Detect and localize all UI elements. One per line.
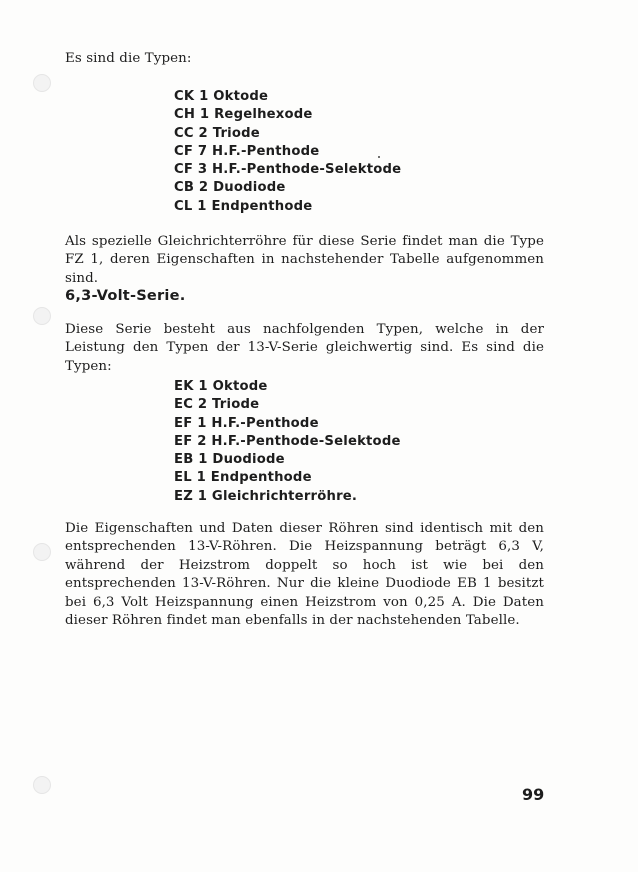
- tube-entry: CF 7 H.F.-Penthode: [174, 143, 320, 159]
- tube-entry: CF 3 H.F.-Penthode-Selektode: [174, 162, 402, 178]
- tube-entry: CL 1 Endpenthode: [174, 198, 313, 214]
- tube-entry: EZ 1 Gleichrichterröhre.: [174, 488, 358, 504]
- punch-hole: [33, 543, 51, 561]
- stray-dot: [378, 156, 380, 158]
- punch-hole: [33, 776, 51, 794]
- tube-list-13v: [174, 88, 401, 216]
- tube-entry: EB 1 Duodiode: [174, 452, 285, 468]
- tube-entry: EC 2 Triode: [174, 397, 260, 413]
- section-heading: 6,3-Volt-Serie.: [65, 287, 186, 304]
- tube-entry: EF 2 H.F.-Penthode-Selektode: [174, 433, 401, 449]
- punch-hole: [33, 74, 51, 92]
- tube-entry: CH 1 Regelhexode: [174, 107, 313, 123]
- tube-entry: EF 1 H.F.-Penthode: [174, 415, 319, 431]
- page-number: 99: [522, 785, 545, 804]
- tube-entry: EK 1 Oktode: [174, 379, 268, 394]
- punch-hole: [33, 307, 51, 325]
- tube-list-6v: [174, 378, 401, 506]
- tube-entry: CC 2 Triode: [174, 125, 260, 141]
- tube-entry: EL 1 Endpenthode: [174, 470, 312, 486]
- tube-entry: CK 1 Oktode: [174, 89, 269, 104]
- rectifier-paragraph: Als spezielle Gleichrichterröhre für diese Serie findet man die Type FZ 1, deren Eigenschaften in nachstehender Tabelle aufgenommen sind.: [65, 234, 544, 286]
- tube-entry: CB 2 Duodiode: [174, 180, 286, 196]
- intro-text: Es sind die Typen:: [65, 51, 192, 66]
- properties-paragraph: Die Eigenschaften und Daten dieser Röhren sind identisch mit den entsprechenden 13-V-Röhren. Die Heizspannung beträgt 6,3 V, während der Heizstrom doppelt so hoch ist wie bei den entsprechenden 13-V-Röhren. Nur die kleine Duodiode EB 1 besitzt bei 6,3 Volt Heizspannung einen Heizstrom von 0,25 A. Die Daten dieser Röhren findet man ebenfalls in der nachstehenden Tabelle.: [65, 521, 544, 629]
- series-paragraph: Diese Serie besteht aus nachfolgenden Typen, welche in der Leistung den Typen der 13-V-Serie gleichwertig sind. Es sind die Typen:: [65, 322, 544, 374]
